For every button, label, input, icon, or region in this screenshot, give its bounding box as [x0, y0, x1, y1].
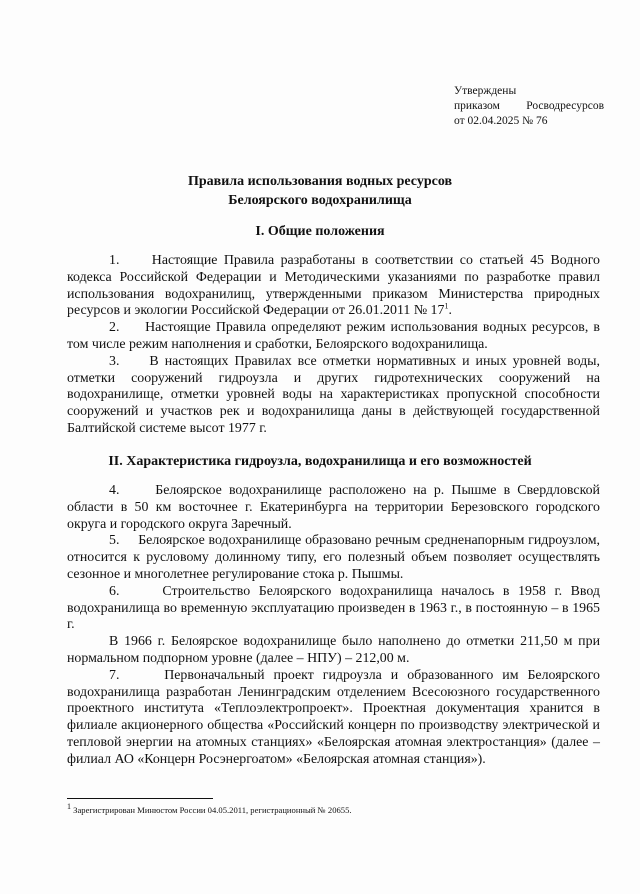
document-title	[0, 172, 640, 210]
paragraph-6: 6. Строительство Белоярского водохранилища началось в 1958 г. Ввод водохранилища во временную эксплуатацию произведен в 1963 г., в постоянную – в 1965 г.	[67, 583, 600, 633]
paragraph-2: 2. Настоящие Правила определяют режим использования водных ресурсов, в том числе режим наполнения и сработки, Белоярского водохранилища.	[67, 320, 600, 352]
title-line-1: Правила использования водных ресурсов	[187, 174, 453, 189]
footnote-text: Зарегистрирован Минюстом России 04.05.2011, регистрационный № 20655.	[71, 805, 352, 815]
approval-line-1: Утверждены	[454, 85, 517, 97]
paragraph-7: 7. Первоначальный проект гидроузла и образованного им Белоярского водохранилища разработан Ленинградским отделением Всесоюзного государственного проектного института «Теплоэлектропроект». Проектная документация хранится в филиале акционерного общества «Российский концерн по производству электрической и тепловой энергии на атомных станциях» «Белоярская атомная электростанция» (далее – филиал АО «Концерн Росэнергоатом» «Белоярская атомная станция»).	[67, 667, 600, 767]
section-2-body	[67, 483, 600, 769]
section-2-heading: II. Характеристика гидроузла, водохранилища и его возможностей	[108, 454, 532, 469]
footnote-ref: 1	[444, 301, 449, 311]
paragraph-3: 3. В настоящих Правилах все отметки нормативных и иных уровней воды, отметки сооружений гидроузла и других гидротехнических сооружений на водохранилище, отметки уровней воды на характеристиках пропускной способности сооружений и участков рек и водохранилища даны в действующей государственной Балтийской системе высот 1977 г.	[67, 353, 600, 436]
approval-word-order: приказом	[454, 100, 500, 112]
footnote-mark: 1	[67, 802, 71, 812]
footnote-divider	[67, 798, 213, 799]
approval-line-3: от 02.04.2025 № 76	[454, 115, 548, 127]
approval-line-2	[454, 99, 604, 114]
paragraph-1	[67, 253, 600, 320]
paragraph-5: 5. Белоярское водохранилище образовано речным средненапорным гидроузлом, относится к русловому долинному типу, его полезный объем позволяет осуществлять сезонное и многолетнее регулирование стока р. Пышмы.	[67, 533, 600, 582]
paragraph-1-end: .	[448, 303, 452, 319]
footnote	[67, 802, 587, 816]
section-1-body	[67, 253, 600, 438]
approval-stamp	[454, 84, 604, 129]
paragraph-4: 4. Белоярское водохранилище расположено на р. Пышме в Свердловской области в 50 км восточнее г. Екатеринбурга на территории Березовского городского округа и городского округа Заречный.	[67, 483, 600, 532]
title-line-2: Белоярского водохранилища	[228, 193, 412, 208]
approval-word-agency: Росводресурсов	[526, 100, 604, 112]
paragraph-1-text: 1. Настоящие Правила разработаны в соответствии со статьей 45 Водного кодекса Российской Федерации и Методическими указаниями по разработке правил использования водохранилищ, утвержденными приказом Министерства природных ресурсов и экологии Российской Федерации от 26.01.2011 № 17	[67, 253, 600, 319]
paragraph-6-continued: В 1966 г. Белоярское водохранилище было наполнено до отметки 211,50 м при нормальном подпорном уровне (далее – НПУ) – 212,00 м.	[67, 634, 600, 666]
section-1-heading: I. Общие положения	[255, 224, 385, 239]
